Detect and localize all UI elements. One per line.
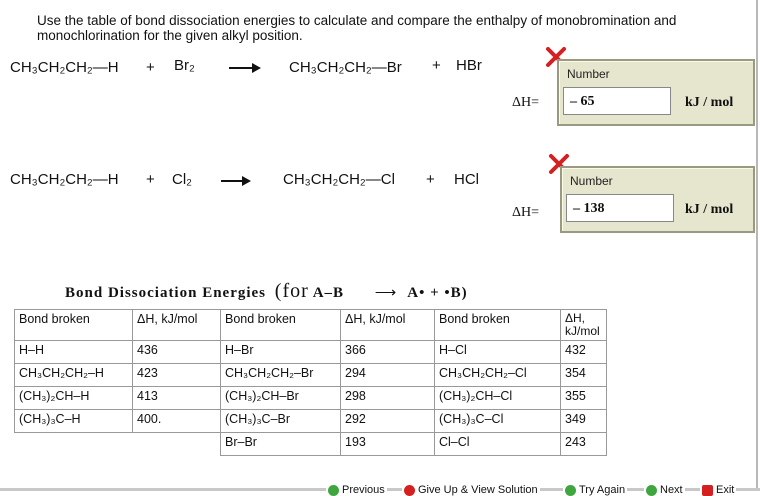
table-cell: (CH₃)₂CH–H — [15, 387, 133, 410]
next-button[interactable] — [644, 484, 685, 496]
answer2-dh-label: ΔH= — [512, 205, 540, 220]
give-up-icon — [404, 485, 415, 496]
table-cell: 423 — [133, 364, 221, 387]
reaction1-reactant: CH₃CH₂CH₂—H — [10, 59, 119, 76]
previous-label: Previous — [342, 484, 385, 496]
table-cell: H–H — [15, 341, 133, 364]
table-cell-empty — [15, 433, 133, 456]
answer2-panel — [560, 166, 755, 233]
bde-title-bond: A–B — [312, 285, 345, 301]
table-cell: 432 — [561, 341, 607, 364]
column-header: Bond broken — [435, 310, 561, 341]
table-cell: Cl–Cl — [435, 433, 561, 456]
table-cell: (CH₃)₃C–Br — [221, 410, 341, 433]
column-header: ΔH, kJ/mol — [133, 310, 221, 341]
table-row — [15, 410, 607, 433]
previous-button[interactable] — [326, 484, 387, 496]
table-cell: 366 — [341, 341, 435, 364]
give-up-label: Give Up & View Solution — [418, 484, 538, 496]
table-cell: 298 — [341, 387, 435, 410]
exit-button[interactable] — [700, 484, 736, 496]
next-label: Next — [660, 484, 683, 496]
answer1-dh-label: ΔH= — [512, 95, 540, 110]
bde-title-paren: (for — [274, 280, 309, 302]
table-cell: 349 — [561, 410, 607, 433]
table-cell: (CH₃)₃C–Cl — [435, 410, 561, 433]
reaction2-plus: + — [146, 171, 155, 188]
try-again-label: Try Again — [579, 484, 626, 496]
table-cell: 355 — [561, 387, 607, 410]
answer2-field-label: Number — [570, 174, 613, 188]
table-cell: 436 — [133, 341, 221, 364]
bde-table — [14, 309, 607, 456]
table-cell: CH₃CH₂CH₂–Cl — [435, 364, 561, 387]
table-cell: Br–Br — [221, 433, 341, 456]
table-cell: 243 — [561, 433, 607, 456]
table-cell: 193 — [341, 433, 435, 456]
table-header-row — [15, 310, 607, 341]
table-row — [15, 364, 607, 387]
answer2-unit: kJ / mol — [685, 202, 734, 217]
table-cell: H–Br — [221, 341, 341, 364]
answer1-panel — [557, 59, 755, 126]
table-cell: (CH₃)₃C–H — [15, 410, 133, 433]
reaction2-reagent: Cl₂ — [172, 171, 192, 188]
answer2-input[interactable]: – 138 — [566, 194, 674, 222]
reaction2-reactant: CH₃CH₂CH₂—H — [10, 171, 119, 188]
give-up-button[interactable] — [402, 484, 540, 496]
reaction1-reagent: Br₂ — [174, 57, 195, 74]
reaction2-byproduct: HCl — [454, 171, 479, 188]
reaction2-arrow — [221, 180, 249, 182]
table-row — [15, 387, 607, 410]
reaction1-plus2: + — [432, 57, 441, 74]
table-cell: H–Cl — [435, 341, 561, 364]
column-header: ΔH, kJ/mol — [341, 310, 435, 341]
table-cell: 292 — [341, 410, 435, 433]
answer1-field-label: Number — [567, 67, 610, 81]
table-row — [15, 341, 607, 364]
table-cell: 354 — [561, 364, 607, 387]
next-icon — [646, 485, 657, 496]
bde-title-arrow: ⟶ — [374, 285, 398, 301]
table-cell: (CH₃)₂CH–Cl — [435, 387, 561, 410]
exit-icon — [702, 485, 713, 496]
answer1-unit: kJ / mol — [685, 95, 734, 110]
exit-label: Exit — [716, 484, 735, 496]
reaction2-plus2: + — [426, 171, 435, 188]
try-again-button[interactable] — [563, 484, 627, 496]
previous-icon — [328, 485, 339, 496]
bde-title-main: Bond Dissociation Energies — [65, 285, 267, 301]
table-cell: CH₃CH₂CH₂–Br — [221, 364, 341, 387]
column-header: ΔH, kJ/mol — [561, 310, 607, 341]
table-cell: 413 — [133, 387, 221, 410]
bde-title-products: A• + •B) — [407, 285, 468, 301]
column-header: Bond broken — [15, 310, 133, 341]
table-cell: 400. — [133, 410, 221, 433]
try-again-icon — [565, 485, 576, 496]
answer1-input[interactable]: – 65 — [563, 87, 671, 115]
reaction1-product: CH₃CH₂CH₂—Br — [289, 59, 402, 76]
reaction1-arrow — [229, 67, 259, 69]
table-cell: CH₃CH₂CH₂–H — [15, 364, 133, 387]
table-cell: (CH₃)₂CH–Br — [221, 387, 341, 410]
instructions-text: Use the table of bond dissociation energies to calculate and compare the enthalpy of monobromination and monochlorination for the given alkyl position. — [37, 13, 677, 43]
table-cell-empty — [133, 433, 221, 456]
reaction1-byproduct: HBr — [456, 57, 482, 74]
table-row — [15, 433, 607, 456]
bde-table-title — [65, 280, 468, 303]
reaction2-product: CH₃CH₂CH₂—Cl — [283, 171, 395, 188]
column-header: Bond broken — [221, 310, 341, 341]
table-cell: 294 — [341, 364, 435, 387]
reaction1-plus: + — [146, 59, 155, 76]
